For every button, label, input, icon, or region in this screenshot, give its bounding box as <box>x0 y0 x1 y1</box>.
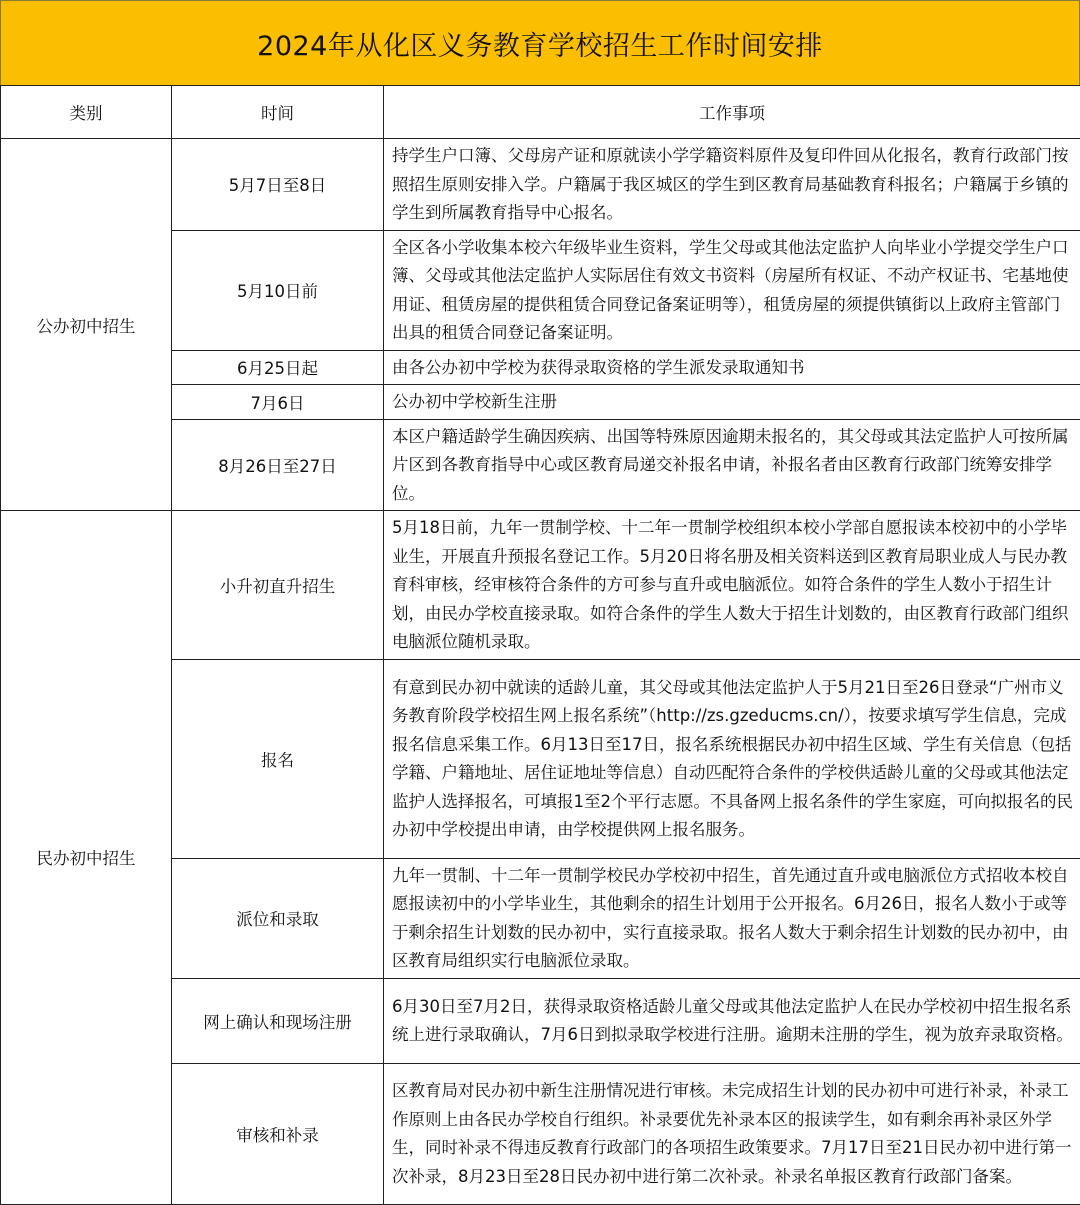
time-cell: 报名 <box>172 659 384 858</box>
page-title: 2024年从化区义务教育学校招生工作时间安排 <box>257 24 823 63</box>
header-item: 工作事项 <box>384 86 1080 139</box>
item-cell: 5月18日前，九年一贯制学校、十二年一贯制学校组织本校小学部自愿报读本校初中的小学毕业生，开展直升预报名登记工作。5月20日将名册及相关资料送到区教育局职业成人与民办教育科审核，经审核符合条件的方可参与直升或电脑派位。如符合条件的学生人数小于招生计划，由民办学校直接录取。如符合条件的学生人数大于招生计划数的，由区教育行政部门组织电脑派位随机录取。 <box>384 511 1080 660</box>
time-cell: 5月10日前 <box>172 230 384 350</box>
time-cell: 8月26日至27日 <box>172 419 384 511</box>
item-cell: 公办初中学校新生注册 <box>384 385 1080 420</box>
time-cell: 审核和补录 <box>172 1063 384 1204</box>
item-cell: 九年一贯制、十二年一贯制学校民办学校初中招生，首先通过直升或电脑派位方式招收本校自愿报读初中的小学毕业生，其他剩余的招生计划用于公开报名。6月26日，报名人数小于或等于剩余招生计划数的民办初中，实行直接录取。报名人数大于剩余招生计划数的民办初中，由区教育局组织实行电脑派位录取。 <box>384 858 1080 978</box>
item-cell: 区教育局对民办初中新生注册情况进行审核。未完成招生计划的民办初中可进行补录，补录工作原则上由各民办学校自行组织。补录要优先补录本区的报读学生，如有剩余再补录区外学生，同时补录不得违反教育行政部门的各项招生政策要求。7月17日至21日民办初中进行第一次补录，8月23日至28日民办初中进行第二次补录。补录名单报区教育行政部门备案。 <box>384 1063 1080 1204</box>
category-cell-private: 民办初中招生 <box>1 511 172 1205</box>
table-header-row <box>1 86 1080 139</box>
time-cell: 派位和录取 <box>172 858 384 978</box>
time-cell: 6月25日起 <box>172 350 384 385</box>
category-cell-public: 公办初中招生 <box>1 139 172 511</box>
title-bar <box>0 0 1080 85</box>
table-row <box>1 511 1080 660</box>
item-cell: 6月30日至7月2日，获得录取资格适龄儿童父母或其他法定监护人在民办学校初中招生报名系统上进行录取确认，7月6日到拟录取学校进行注册。逾期未注册的学生，视为放弃录取资格。 <box>384 978 1080 1063</box>
item-cell: 持学生户口簿、父母房产证和原就读小学学籍资料原件及复印件回从化报名，教育行政部门按照招生原则安排入学。户籍属于我区城区的学生到区教育局基础教育科报名；户籍属于乡镇的学生到所属教育指导中心报名。 <box>384 139 1080 231</box>
item-cell: 有意到民办初中就读的适龄儿童，其父母或其他法定监护人于5月21日至26日登录“广州市义务教育阶段学校招生网上报名系统”（http://zs.gzeducms.cn/），按要求填写学生信息，完成报名信息采集工作。6月13日至17日，报名系统根据民办初中招生区域、学生有关信息（包括学籍、户籍地址、居住证地址等信息）自动匹配符合条件的学校供适龄儿童的父母或其他法定监护人选择报名，可填报1至2个平行志愿。不具备网上报名条件的学生家庭，可向拟报名的民办初中学校提出申请，由学校提供网上报名服务。 <box>384 659 1080 858</box>
item-cell: 全区各小学收集本校六年级毕业生资料，学生父母或其他法定监护人向毕业小学提交学生户口簿、父母或其他法定监护人实际居住有效文书资料（房屋所有权证、不动产权证书、宅基地使用证、租赁房屋的提供租赁合同登记备案证明等），租赁房屋的须提供镇街以上政府主管部门出具的租赁合同登记备案证明。 <box>384 230 1080 350</box>
time-cell: 网上确认和现场注册 <box>172 978 384 1063</box>
schedule-table <box>0 85 1080 1205</box>
time-cell: 7月6日 <box>172 385 384 420</box>
item-cell: 由各公办初中学校为获得录取资格的学生派发录取通知书 <box>384 350 1080 385</box>
item-cell: 本区户籍适龄学生确因疾病、出国等特殊原因逾期未报名的，其父母或其法定监护人可按所属片区到各教育指导中心或区教育局递交补报名申请，补报名者由区教育行政部门统筹安排学位。 <box>384 419 1080 511</box>
header-time: 时间 <box>172 86 384 139</box>
time-cell: 小升初直升招生 <box>172 511 384 660</box>
table-row <box>1 139 1080 231</box>
time-cell: 5月7日至8日 <box>172 139 384 231</box>
header-category: 类别 <box>1 86 172 139</box>
